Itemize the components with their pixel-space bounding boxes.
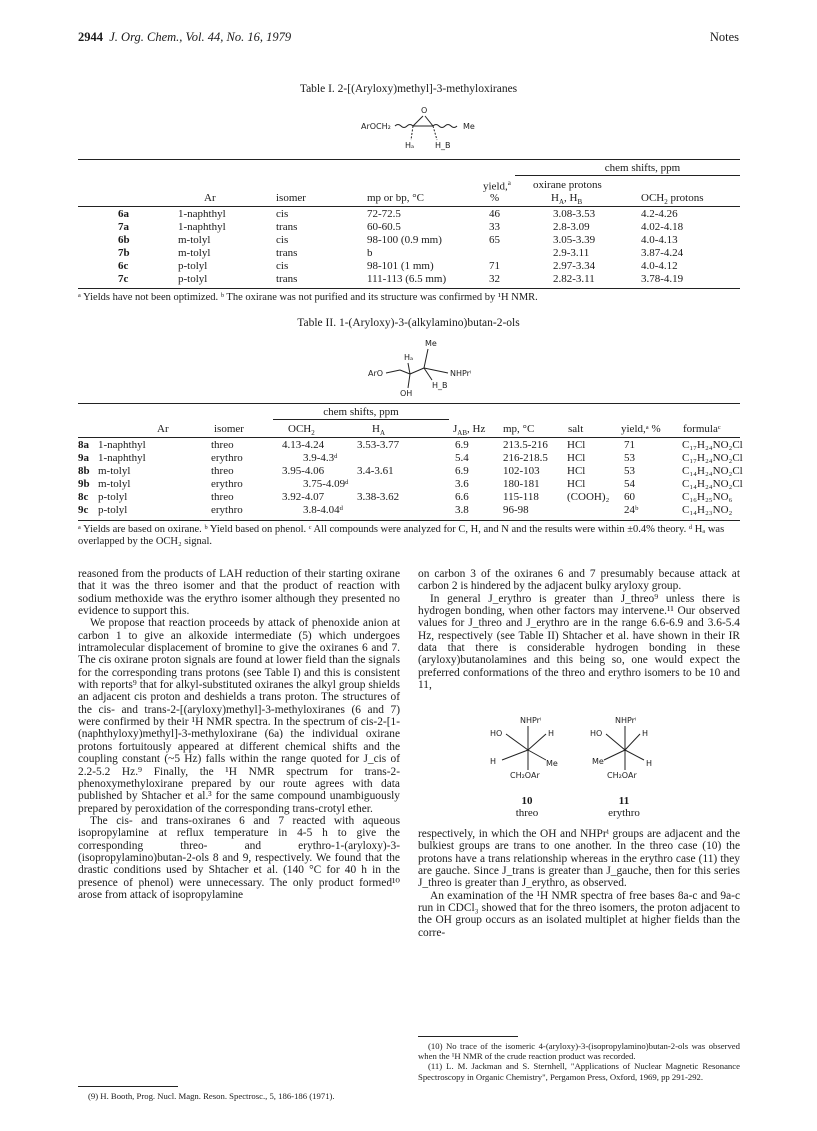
table1-oxirane-structure — [355, 102, 495, 152]
table2-row — [78, 504, 740, 517]
table2-col-ha: $H_A$ — [372, 423, 386, 438]
table1-cell: 7a — [118, 221, 129, 233]
struct2-label-ha: Hₐ — [404, 353, 414, 362]
table2-cell: 24ᵇ — [624, 504, 639, 516]
table2-cell: threo — [211, 491, 234, 503]
table1-cell: 2.8-3.09 — [553, 221, 590, 233]
table2-cell: 53 — [624, 465, 635, 477]
newman11-bottom: CH₂OAr — [607, 771, 637, 780]
table1-cell: m-tolyl — [178, 247, 211, 259]
table2-cell: 3.95-4.06 — [282, 465, 325, 477]
table2-row — [78, 439, 743, 452]
table2-cell: threo — [211, 465, 234, 477]
table2-cell: 60 — [624, 491, 635, 503]
table2-cell: 3.92-4.07 — [282, 491, 325, 503]
table2-cell: 6.6 — [455, 491, 469, 503]
table2-cell: 213.5-216 — [503, 439, 548, 451]
table1-cell: 3.78-4.19 — [641, 273, 684, 285]
newman11-ul: HO — [590, 729, 603, 738]
table1-cell: 2.82-3.11 — [553, 273, 595, 285]
table1-header-rule — [78, 206, 740, 207]
table2-cell: m-tolyl — [98, 478, 131, 490]
table2-col-salt: salt — [568, 423, 584, 435]
table1-cell: 1-naphthyl — [178, 221, 226, 233]
table2-col-och2: $OCH_2$ — [288, 423, 315, 438]
table1-col-ar: Ar — [204, 192, 216, 204]
page-number: 2944 — [78, 30, 103, 44]
table1-cell: cis — [276, 260, 289, 272]
table1-col-yield-1: yield,$^a$ — [483, 179, 511, 193]
table2-cell: erythro — [211, 452, 243, 464]
table1-cell: 71 — [489, 260, 500, 272]
table1-col-oxirane-2: $H_A$, $H_B$ — [551, 192, 583, 207]
table2-cell: 3.8 — [455, 504, 469, 516]
table2-cell: erythro — [211, 478, 243, 490]
table2-row — [78, 491, 740, 504]
table2-cell: (COOH)₂ — [567, 491, 610, 503]
table2-row — [78, 452, 743, 465]
left-paragraph-3: The cis- and trans-oxiranes 6 and 7 reacted with aqueous isopropylamine at reflux temperature in 4-5 h to give the corresponding threo- and erythro-1-(aryloxy)-3-(isopropylamino)butan-2-ols 8 and 9, respectively. We found that the drastic conditions used by Shtacher et al. (140 °C for 40 h in the presence of phenol) were unnecessary. The only product formed¹⁰ arose from attack of isopropylamine — [78, 814, 400, 901]
table2-cell: 216-218.5 — [503, 452, 548, 464]
table2-cell: 1-naphthyl — [98, 452, 146, 464]
table1-cell: 32 — [489, 273, 500, 285]
table2-cell: C₁₄H₂₃NO₂ — [682, 504, 733, 516]
table1-row — [78, 221, 740, 234]
table2-cell: 3.75-4.09ᵈ — [303, 478, 349, 490]
table2-row — [78, 478, 743, 491]
newman10-ur: H — [548, 729, 555, 738]
table2-cell: 96-98 — [503, 504, 529, 516]
compound-10-number: 10 — [521, 795, 533, 807]
table1-cell: 98-100 (0.9 mm) — [367, 234, 442, 246]
table1-cell: 4.0-4.12 — [641, 260, 678, 272]
newman-projections — [490, 714, 680, 792]
section-label: Notes — [709, 30, 739, 44]
table2-cell: 8b — [78, 465, 90, 477]
left-column-text — [78, 568, 400, 901]
table1-cell: 6b — [118, 234, 130, 246]
table1-row — [78, 247, 740, 260]
newman10-lr: Me — [546, 759, 558, 768]
table2-cell: C₁₄H₂₄NO₂Cl — [682, 465, 743, 477]
table2-cell: 3.4-3.61 — [357, 465, 394, 477]
table2-cell: 6.9 — [455, 439, 469, 451]
table2-bottom-rule — [78, 520, 740, 521]
table1-group-rule — [515, 175, 740, 176]
table2-cell: 9a — [78, 452, 89, 464]
table2-col-isomer: isomer — [214, 423, 244, 435]
table2-cell: 3.53-3.77 — [357, 439, 400, 451]
table2-cell: p-tolyl — [98, 491, 128, 503]
table1-cell: 1-naphthyl — [178, 208, 226, 220]
table1-cell: trans — [276, 221, 298, 233]
table1-cell: 3.87-4.24 — [641, 247, 684, 259]
struct1-label-ha: Hₐ — [405, 141, 415, 150]
table2-group-rule — [273, 419, 449, 420]
compound-11-name: erythro — [608, 807, 640, 819]
right-column-text-bottom — [418, 828, 740, 939]
struct2-label-hb: H_B — [432, 381, 448, 390]
right-paragraph-1: on carbon 3 of the oxiranes 6 and 7 presumably because attack at carbon 2 is hindered by the adjacent bulky aryloxy group. — [418, 568, 740, 593]
table2-col-ar: Ar — [157, 423, 169, 435]
newman11-top: NHPrⁱ — [615, 716, 637, 725]
footnote-11: (11) L. M. Jackman and S. Sternhell, "Applications of Nuclear Magnetic Resonance Spectroscopy in Organic Chemistry", Pergamon Press, Oxford, 1969, pp 291-292. — [418, 1061, 740, 1082]
table1-cell: 7b — [118, 247, 130, 259]
table1-cell: b — [367, 247, 373, 259]
table2-row — [78, 465, 743, 478]
table1-cell: m-tolyl — [178, 234, 211, 246]
table2-cell: C₁₇H₂₄NO₂Cl — [682, 452, 743, 464]
table1-cell: 72-72.5 — [367, 208, 401, 220]
table2-cell: 3.38-3.62 — [357, 491, 400, 503]
left-footnote — [78, 1091, 400, 1101]
table1-cell: 7c — [118, 273, 129, 285]
footnote-10: (10) No trace of the isomeric 4-(aryloxy)-3-(isopropylamino)butan-2-ols was observed when the ¹H NMR of the crude reaction product was recorded. — [418, 1041, 740, 1062]
table2-cell: m-tolyl — [98, 465, 131, 477]
table2-cell: HCl — [567, 478, 586, 490]
table2-footnote: ᵃ Yields are based on oxirane. ᵇ Yield based on phenol. ᶜ All compounds were analyzed for C, H, and N and the results were within ±0.4% theory. ᵈ Hₐ was overlapped by the OCH₂ signal. — [78, 524, 725, 547]
table1-top-rule — [78, 159, 740, 160]
table2-top-rule — [78, 403, 740, 404]
left-footnote-rule — [78, 1086, 178, 1087]
table2-cell: threo — [211, 439, 234, 451]
right-footnote-rule — [418, 1036, 518, 1037]
table1-col-oxirane-1: oxirane protons — [533, 179, 602, 191]
newman10-top: NHPrⁱ — [520, 716, 542, 725]
struct1-label-hb: H_B — [435, 141, 451, 150]
table2-cell: C₁₆H₂₅NO₆ — [682, 491, 733, 503]
table2-cell: 9b — [78, 478, 90, 490]
table2-cell: 53 — [624, 452, 635, 464]
table1-cell: 33 — [489, 221, 500, 233]
table2-col-jab: $J_{AB}$, Hz — [453, 423, 486, 438]
table2-col-yield: yield,ᵃ % — [621, 423, 661, 435]
table2-cell: 71 — [624, 439, 635, 451]
table1-cell: 60-60.5 — [367, 221, 401, 233]
table1-cell: 98-101 (1 mm) — [367, 260, 434, 272]
table1-cell: 46 — [489, 208, 500, 220]
table2-group-header: chem shifts, ppm — [323, 406, 399, 418]
struct2-label-aro: ArO — [368, 369, 384, 378]
table2-col-formula: formulaᶜ — [683, 423, 721, 435]
table1-cell: 65 — [489, 234, 500, 246]
table1-row — [78, 234, 740, 247]
table1-caption: Table I. 2-[(Aryloxy)methyl]-3-methyloxiranes — [299, 83, 518, 95]
table2-cell: 5.4 — [455, 452, 469, 464]
table2-header-rule — [78, 437, 740, 438]
table2-cell: HCl — [567, 439, 586, 451]
table1-group-header: chem shifts, ppm — [604, 162, 681, 174]
struct1-label-o: O — [421, 106, 428, 115]
table2-cell: 9c — [78, 504, 89, 516]
table1-cell: cis — [276, 208, 289, 220]
table2-cell: C₁₄H₂₄NO₂Cl — [682, 478, 743, 490]
table2-cell: HCl — [567, 452, 586, 464]
table1-cell: trans — [276, 247, 298, 259]
table1-cell: 2.9-3.11 — [553, 247, 590, 259]
footnote-9: (9) H. Booth, Prog. Nucl. Magn. Reson. Spectrosc., 5, 186-186 (1971). — [88, 1091, 335, 1101]
compound-11-number: 11 — [618, 795, 630, 807]
right-paragraph-4: An examination of the ¹H NMR spectra of free bases 8a-c and 9a-c run in CDCl₃ showed that for the threo isomers, the proton adjacent to the OH group occurs as an isolated multiplet at higher fields than the corre- — [418, 889, 740, 939]
compound-10-name: threo — [515, 807, 539, 819]
table2-cell: 6.9 — [455, 465, 469, 477]
table1-bottom-rule — [78, 288, 740, 289]
right-paragraph-2: In general J_erythro is greater than J_threo⁹ unless there is hydrogen bonding, when other factors may intervene.¹¹ Our observed values for J_threo and J_erythro are in the range 6.6-6.9 and 3.6-5.4 Hz, respectively (see Table II) Shtacher et al. have shown in their IR data that there is considerable hydrogen bonding in these (aryloxy)butanolamines and this being so, one would expect the preferred conformations of the threo and erythro isomers to be 10 and 11, — [418, 592, 740, 692]
table2-cell: C₁₇H₂₄NO₂Cl — [682, 439, 743, 451]
table1-cell: p-tolyl — [178, 260, 208, 272]
newman11-ll: Me — [592, 757, 604, 766]
table1-cell: 6a — [118, 208, 129, 220]
table2-cell: 8c — [78, 491, 89, 503]
table2-cell: 4.13-4.24 — [282, 439, 325, 451]
struct1-label-aroch2: ArOCH₂ — [361, 122, 391, 131]
journal-citation: J. Org. Chem., Vol. 44, No. 16, 1979 — [109, 30, 292, 44]
table2-cell: 8a — [78, 439, 89, 451]
table1-cell: 3.05-3.39 — [553, 234, 596, 246]
table1-col-isomer: isomer — [276, 192, 306, 204]
table1-cell: 6c — [118, 260, 129, 272]
struct2-label-me: Me — [425, 339, 437, 348]
table2-cell: 3.8-4.04ᵈ — [303, 504, 344, 516]
page-header-left — [78, 30, 291, 45]
table1-cell: p-tolyl — [178, 273, 208, 285]
table2-cell: p-tolyl — [98, 504, 128, 516]
table2-cell: 180-181 — [503, 478, 540, 490]
table1-cell: 111-113 (6.5 mm) — [367, 273, 447, 285]
left-paragraph-2: We propose that reaction proceeds by attack of phenoxide anion at carbon 1 to give an alkoxide intermediate (5) which undergoes intramolecular displacement of bromine to give the oxiranes 6 and 7. The cis oxirane proton signals are found at lower field than the signals for the corresponding trans protons (see Table I) and this is consistent with reports⁹ that for alkyl-substituted oxiranes the alkyl group shields an adjacent cis proton and deshields a trans proton. The structures of the cis- and trans-2-[(aryloxy)methyl]-3-methyloxiranes (6 and 7) were confirmed by their ¹H NMR spectra. In the spectrum of cis-2-[1-(naphthyloxy)methyl]-3-methyloxirane (6a) the individual oxirane protons fortuitously appeared at different chemical shifts and the coupling constant (~5 Hz) falls within the range quoted for J_cis of 2.2-5.2 Hz.⁹ Finally, the ¹H NMR spectrum for trans-2-phenoxymethyloxirane prepared by our route agrees with data published by Shtacher et al.³ for the same compound unambiguously prepared by peroxidation of the corresponding trans-crotyl ether. — [78, 617, 400, 815]
right-column-text-top — [418, 568, 740, 691]
table2-caption: Table II. 1-(Aryloxy)-3-(alkylamino)butan-2-ols — [297, 317, 520, 329]
table2-cell: 54 — [624, 478, 635, 490]
table2-cell: 3.9-4.3ᵈ — [303, 452, 338, 464]
table2-cell: 1-naphthyl — [98, 439, 146, 451]
right-footnotes — [418, 1041, 740, 1082]
table2-cell: 115-118 — [503, 491, 539, 503]
table2-col-mp: mp, °C — [503, 423, 535, 435]
left-paragraph-1: reasoned from the products of LAH reduction of their starting oxirane that it was the threo isomer and that the product of reaction with sodium methoxide was the erythro isomer although they presented no evidence to support this. — [78, 568, 400, 618]
table1-col-och2: $OCH_2$ protons — [641, 192, 704, 207]
table1-cell: 2.97-3.34 — [553, 260, 596, 272]
table1-cell: 3.08-3.53 — [553, 208, 596, 220]
table1-footnote: ᵃ Yields have not been optimized. ᵇ The oxirane was not purified and its structure was confirmed by ¹H NMR. — [78, 292, 538, 303]
table2-cell: 3.6 — [455, 478, 469, 490]
table2-cell: HCl — [567, 465, 586, 477]
newman10-ll: H — [490, 757, 497, 766]
table1-row — [78, 260, 740, 273]
right-paragraph-3: respectively, in which the OH and NHPrⁱ groups are adjacent and the bulkiest groups are trans to one another. In the threo case (10) the protons have a trans relationship whereas in the erythro case (11) they are gauche. Since J_trans is greater than J_gauche, then for this series J_threo is greater than J_erythro, as observed. — [418, 828, 740, 890]
newman11-lr: H — [646, 759, 653, 768]
table1-row — [78, 208, 740, 221]
table1-cell: cis — [276, 234, 289, 246]
table2-butanol-structure — [340, 336, 500, 400]
struct2-label-nhpr: NHPrⁱ — [450, 369, 472, 378]
table1-cell: trans — [276, 273, 298, 285]
table1-cell: 4.2-4.26 — [641, 208, 678, 220]
table1-cell: 4.0-4.13 — [641, 234, 678, 246]
newman11-ur: H — [642, 729, 649, 738]
struct2-label-oh: OH — [400, 389, 413, 398]
table2-cell: 102-103 — [503, 465, 540, 477]
table2-cell: erythro — [211, 504, 243, 516]
struct1-label-me: Me — [463, 122, 475, 131]
table1-row — [78, 273, 740, 286]
table1-col-mp: mp or bp, °C — [367, 192, 424, 204]
table1-col-yield-2: % — [490, 192, 500, 204]
newman10-bottom: CH₂OAr — [510, 771, 540, 780]
table1-cell: 4.02-4.18 — [641, 221, 684, 233]
newman10-ul: HO — [490, 729, 503, 738]
